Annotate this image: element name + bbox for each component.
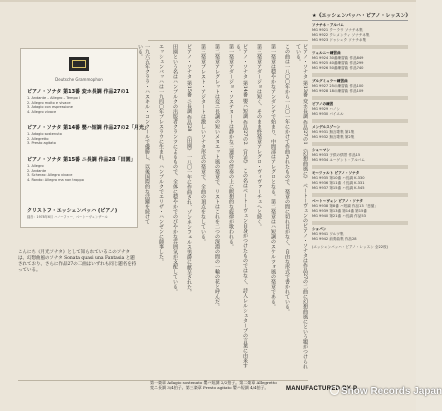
liner-column: ピアノ・ソナタ 第14番 嬰ハ短調 作品27の2 《月光》 この名はベートーヴェン自身がつけたものではなく、詩人レルシュタープの言葉に由来する。 [235,44,248,368]
catalog-group-title: ツェルニー練習曲 [312,51,341,55]
catalog-item: MG 9940 第21番 ハ長調 作品53 [312,214,366,218]
catalog-group-title: ベートーヴェン ピアノ・ソナタ [312,199,363,203]
movement-note: 第一楽章 Adagio sostenuto 嬰ハ短調 2/2拍子。第二楽章 Allegretto 変ニ長調 3/4拍子。第三楽章 Presto agitato 嬰ハ短調 4/4拍子。 [150,380,277,390]
catalog-header: ★《エッシェンバッハ・ピアノ・レッスン》 [312,13,411,19]
catalog-item: MG 9931 無言歌集 第1集 [312,130,355,134]
catalog-item: MG 9930 バイエル [312,112,344,116]
catalog-divider [312,193,408,197]
movement: 4. Rondo: Allegro ma non troppo [27,177,84,182]
watermark [330,386,442,397]
liner-column: 第三楽章プレスト・アジタートは激しいソナタ形式の楽章で、全曲の頂点をなしている。 [200,44,206,244]
liner-column: 第三楽章アダージョは短く、そのまま終楽章アレグロ・ヴィヴァーチェへと続く。 [256,44,262,229]
label-name: Deutsche Grammophon [55,77,103,82]
recording-note: 録音：1978年6月 ハノーファー、ベートーヴェンザール [27,215,108,219]
catalog-group-title: ソナチネ・アルバム [312,23,344,27]
liner-column: ピアノ・ソナタ 第13番 変ホ長調 作品27の1 《幻想曲風に》 ベートーヴェンのピアノ・ソナタは作品27の二曲に幻想曲風にという題がつけられている。 [295,44,308,370]
catalog-item: MG 9942 前奏曲集 作品28 [312,237,357,241]
catalog-item: MG 9928 18の練習曲 作品109 [312,89,364,93]
catalog-item: MG 9925 40番練習曲 作品299 [312,61,364,65]
movement: 2. Allegro molto e vivace [27,100,71,105]
catalog-item: MG 9923 ドゥシェク ソナチネ集 [312,38,367,42]
catalog-group-title: メンデルスゾーン [312,125,341,129]
catalog-list [312,12,411,384]
catalog-item: MG 9937 第15番 ハ長調 K.545 [312,186,365,190]
catalog-divider [312,73,408,77]
catalog-divider [312,221,408,225]
catalog-group-title: ブルグミュラー練習曲 [312,79,348,83]
catalog-divider [312,165,408,169]
catalog-divider [312,142,408,146]
liner-column: この曲は一八〇〇年から一八〇一年にかけて作曲されたもので、楽章の間に切れ目がなく、自由な形式で書かれている。 [284,44,290,314]
catalog-item: MG 9938 第8番 ハ短調 作品13「悲愴」 [312,204,378,208]
catalog-item: MG 9926 50番練習曲 作品740 [312,66,364,70]
movement: 1. Andante – Allegro – Tempo I [27,96,80,100]
liner-note-block: こんにち《月光ソナタ》として知られているこのソナタは、幻想曲風のソナタ Sonata quasi una Fantasia と題されており、さらに作品27の二曲はいずれも同じ題名を持っている。 [18,250,137,273]
catalog-item: MG 9939 第13番 第14番 第15番 [312,209,367,213]
movement: 2. Allegretto [27,136,49,141]
catalog-item: MG 9933 子供の情景 作品15 [312,153,361,157]
performer: クリストフ・エッシェンバッハ (ピアノ) [27,208,118,214]
catalog-item: MG 9932 無言歌集 第2集 [312,135,355,139]
snow-logo-icon [330,386,339,395]
catalog-footer: (エッシェンバッハ・ピアノ・レッスン 全22枚) [312,245,389,249]
movement: 1. Allegro [27,164,44,168]
catalog-group-title: シューマン [312,148,330,152]
track-title: ピアノ・ソナタ 第13番 変ホ長調 作品27の1 [27,89,129,95]
catalog-item: MG 9936 第11番 イ長調 K.331 [312,181,365,185]
liner-column: 第一楽章は穏やかなアンダンテで始まり、中間部はアレグロとなる。第二楽章はハ短調のスケルツォ風の楽章である。 [270,44,276,309]
liner-column: ピアノ・ソナタ 第15番 ニ長調 作品28 《田園》 一八〇一年に作曲され、ゾンネンフェルス男爵に献呈された。 [186,44,192,295]
catalog-item: MG 9924 30番練習曲 作品849 [312,56,364,60]
watermark-text: Snow Records Japan [341,386,442,397]
liner-column: エッシェンバッハは一九四〇年ブレスラウに生まれ、ハンブルクでエリザ・ハンゼンに師事した。 [158,44,164,264]
movement: 3. Presto agitato [27,141,56,145]
movement: 2. Andante [27,168,47,173]
catalog-item: MG 9921 クーラウ ソナチネ集 [312,28,363,32]
track-title: ピアノ・ソナタ 第14番 嬰ハ短調 作品27の2「月光」 [27,125,149,131]
catalog-item: MG 9934 ユーゲント・アルバム [312,158,365,162]
catalog-group-title: ショパン [312,227,327,231]
catalog-divider [312,96,408,100]
label-logo-icon [69,57,89,71]
catalog-item: MG 9935 第10番 ハ長調 K.330 [312,176,365,180]
catalog-divider [312,119,408,123]
movement: 1. Adagio sostenuto [27,132,62,136]
liner-column: 田園という名はハンブルクの出版者クランツによるもので、全体に穏やかでのびやかな雰囲気が支配している。 [172,44,178,294]
catalog-group-title: ピアノの練習 [312,102,334,106]
track-title: ピアノ・ソナタ 第15番 ニ長調 作品28「田園」 [27,157,136,163]
movement: 3. Scherzo: Allegro vivace [27,173,73,177]
liner-column: 第一楽章アダージョ・ソステヌートは静かな三連符の伴奏の上に瞑想的な旋律が歌われる。 [228,44,234,249]
catalog-item: MG 9922 クレメンティ ソナチネ集 [312,33,370,37]
catalog-group-title: モーツァルト ピアノ・ソナタ [312,171,360,175]
track-block [27,157,136,182]
catalog-item: MG 9941 ワルツ集 [312,232,344,236]
track-block [27,125,149,146]
catalog-divider [312,45,408,49]
liner-column: 一九六五年クララ・ハスキル・コンクールで優勝し、以後国際的な活躍を続けている。 [137,44,150,224]
manufacturer-line: MANUFACTURED BY P [286,386,358,392]
movement: 3. Adagio con espressione [27,105,73,109]
track-block [27,89,131,114]
catalog-item: MG 9927 25の練習曲 作品100 [312,84,364,88]
sleeve-fold [0,0,416,2]
movement: 4. Allegro vivace [27,109,57,114]
catalog-item: MG 9929 ハノン [312,107,340,111]
liner-column: 第二楽章アレグレットは変ニ長調の短いメヌエット風の楽章で、リストはこれを二つの深淵の間の一輪の花と呼んだ。 [214,44,220,309]
column-rule [148,40,308,41]
